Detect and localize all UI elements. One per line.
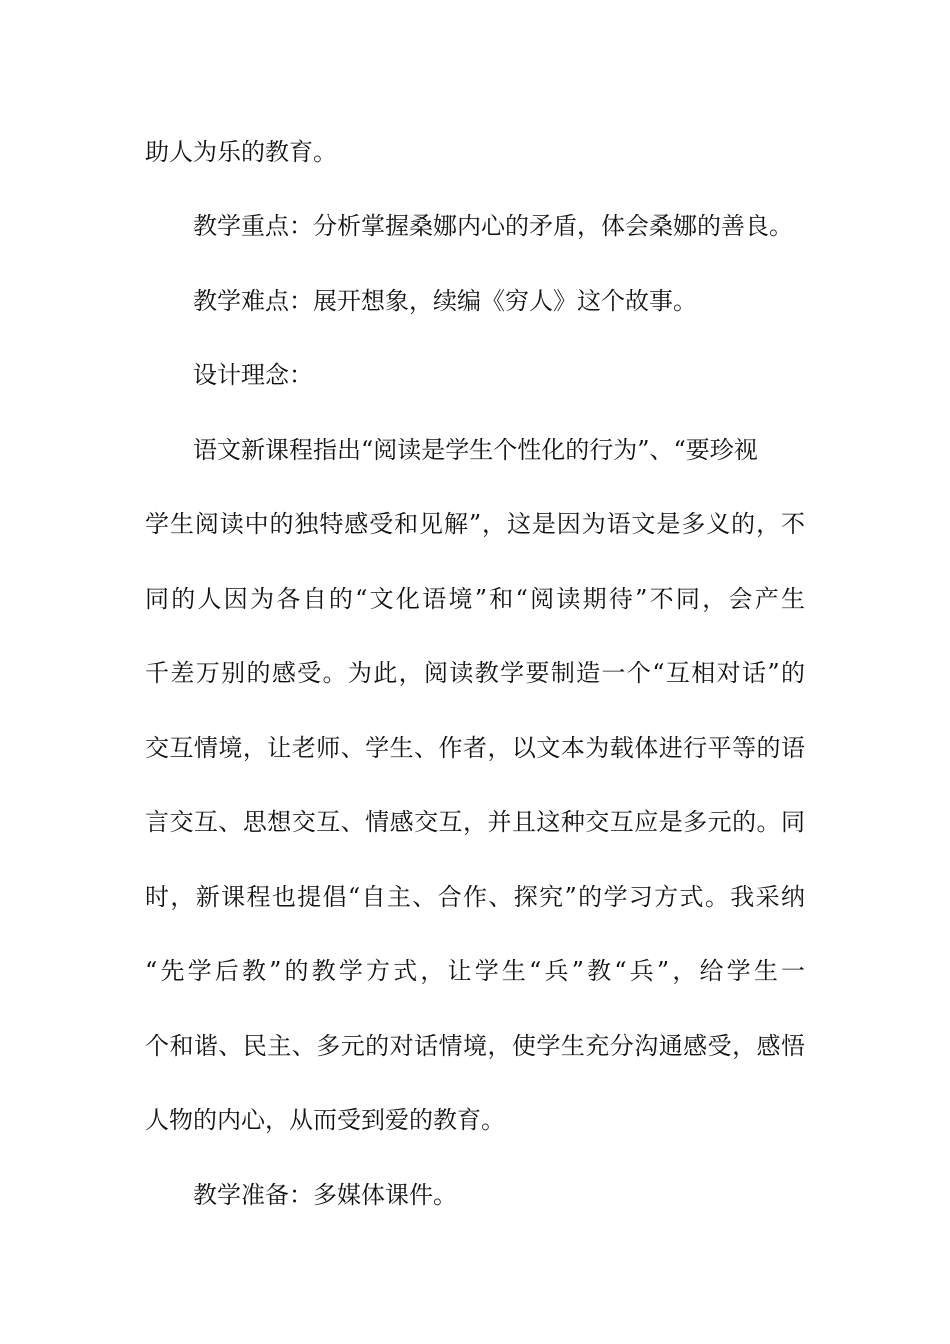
text-line: 助人为乐的教育。	[145, 138, 337, 166]
paragraph-line: 交互情境，让老师、学生、作者，以文本为载体进行平等的语	[145, 734, 805, 762]
paragraph-line: 时，新课程也提倡“自主、合作、探究”的学习方式。我采纳	[145, 883, 805, 911]
paragraph-line: 千差万别的感受。为此，阅读教学要制造一个“互相对话”的	[145, 659, 805, 687]
paragraph-line: 个和谐、民主、多元的对话情境，使学生充分沟通感受，感悟	[145, 1032, 805, 1060]
paragraph-line: 同的人因为各自的“文化语境”和“阅读期待”不同，会产生	[145, 585, 805, 613]
paragraph-line: 人物的内心，从而受到爱的教育。	[145, 1106, 505, 1134]
key-point-line: 教学重点：分析掌握桑娜内心的矛盾，体会桑娜的善良。	[193, 212, 793, 240]
preparation-line: 教学准备：多媒体课件。	[193, 1181, 457, 1209]
design-concept-heading: 设计理念：	[193, 361, 313, 389]
paragraph-line: 言交互、思想交互、情感交互，并且这种交互应是多元的。同	[145, 808, 805, 836]
paragraph-line: 学生阅读中的独特感受和见解”，这是因为语文是多义的，不	[145, 510, 805, 538]
paragraph-line: 语文新课程指出“阅读是学生个性化的行为”、“要珍视	[193, 436, 758, 464]
difficulty-line: 教学难点：展开想象，续编《穷人》这个故事。	[193, 287, 697, 315]
paragraph-line: “先学后教”的教学方式，让学生“兵”教“兵”，给学生一	[145, 957, 805, 985]
